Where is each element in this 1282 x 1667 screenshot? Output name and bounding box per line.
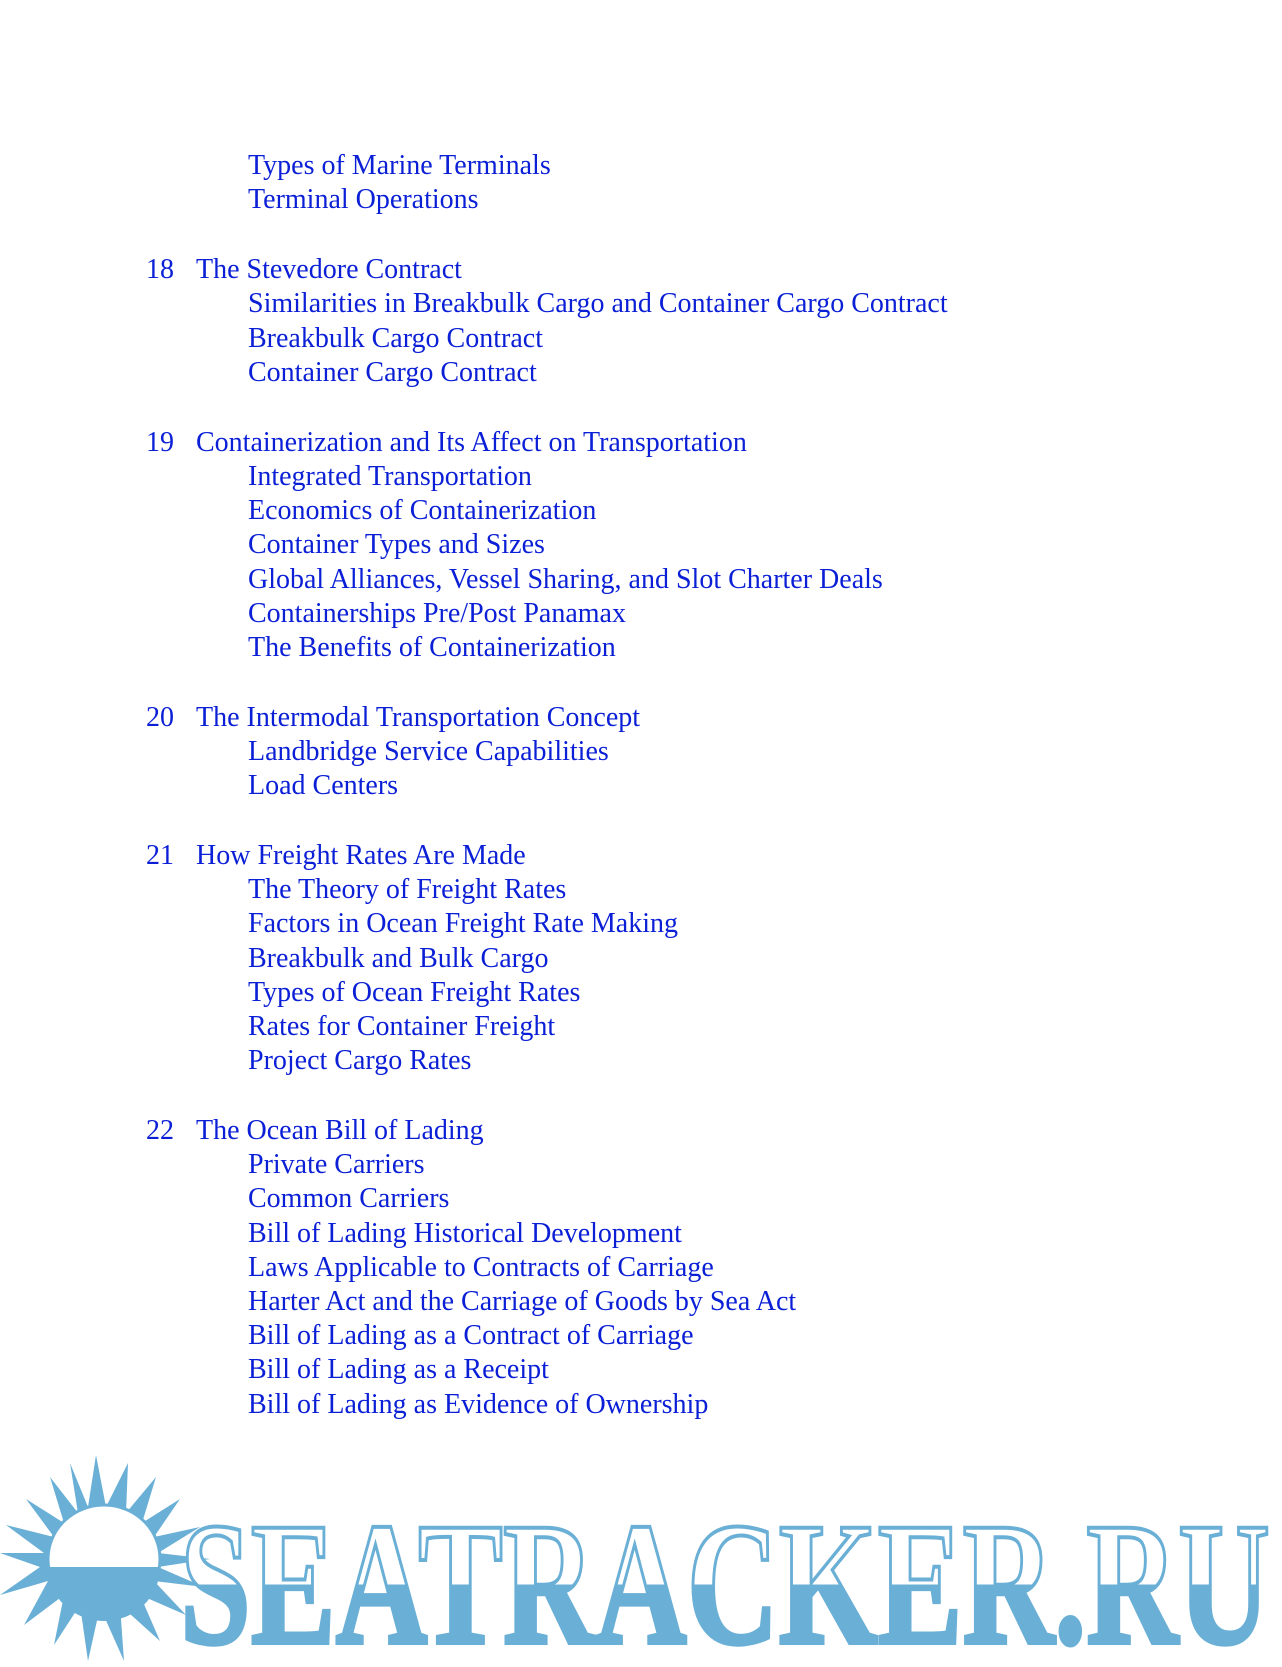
chapter-title: Containerization and Its Affect on Transportation xyxy=(196,427,747,458)
chapter-title: The Intermodal Transportation Concept xyxy=(196,702,641,733)
chapter-number: 22 xyxy=(146,1115,174,1146)
toc-section-link[interactable]: Harter Act and the Carriage of Goods by Sea Act xyxy=(248,1286,797,1317)
toc-section-link[interactable]: Bill of Lading Historical Development xyxy=(248,1218,682,1249)
toc-section-link[interactable]: Breakbulk Cargo Contract xyxy=(248,323,543,354)
toc-section-link[interactable]: Integrated Transportation xyxy=(248,461,532,492)
toc-section-link[interactable]: Containerships Pre/Post Panamax xyxy=(248,598,626,629)
toc-chapter-link[interactable] xyxy=(146,700,640,736)
toc-chapter-link[interactable] xyxy=(146,425,747,461)
chapter-number: 18 xyxy=(146,254,174,285)
chapter-title: How Freight Rates Are Made xyxy=(196,840,526,871)
seatracker-watermark xyxy=(0,1455,1282,1667)
toc-section-link[interactable]: Load Centers xyxy=(248,770,399,801)
toc-section-link[interactable]: Bill of Lading as a Receipt xyxy=(248,1354,549,1385)
toc-section-link[interactable]: Types of Ocean Freight Rates xyxy=(248,977,581,1008)
toc-section-link[interactable]: Bill of Lading as Evidence of Ownership xyxy=(248,1389,709,1420)
toc-section-link[interactable]: The Benefits of Containerization xyxy=(248,632,616,663)
toc-chapter-link[interactable] xyxy=(146,252,462,288)
toc-section-link[interactable]: Container Cargo Contract xyxy=(248,357,537,388)
chapter-number: 20 xyxy=(146,702,174,733)
toc-section-link[interactable]: Laws Applicable to Contracts of Carriage xyxy=(248,1252,714,1283)
toc-section-link[interactable]: Container Types and Sizes xyxy=(248,529,545,560)
toc-chapter-link[interactable] xyxy=(146,1113,484,1149)
sun-icon xyxy=(0,1455,210,1661)
toc-section-link[interactable]: Project Cargo Rates xyxy=(248,1045,472,1076)
toc-section-link[interactable]: Private Carriers xyxy=(248,1149,425,1180)
toc-section-link[interactable]: Factors in Ocean Freight Rate Making xyxy=(248,908,679,939)
chapter-title: The Stevedore Contract xyxy=(196,254,462,285)
toc-section-link[interactable]: Types of Marine Terminals xyxy=(248,150,551,181)
toc-section-link[interactable]: The Theory of Freight Rates xyxy=(248,874,567,905)
chapter-title: The Ocean Bill of Lading xyxy=(196,1115,484,1146)
toc-section-link[interactable]: Terminal Operations xyxy=(248,184,479,215)
toc-section-link[interactable]: Similarities in Breakbulk Cargo and Container Cargo Contract xyxy=(248,288,948,319)
chapter-number: 19 xyxy=(146,427,174,458)
toc-section-link[interactable]: Rates for Container Freight xyxy=(248,1011,556,1042)
chapter-number: 21 xyxy=(146,840,174,871)
watermark-text: SEATRACKER.RU xyxy=(180,1487,1270,1667)
toc-section-link[interactable]: Global Alliances, Vessel Sharing, and Slot Charter Deals xyxy=(248,564,883,595)
toc-section-link[interactable]: Landbridge Service Capabilities xyxy=(248,736,609,767)
toc-section-link[interactable]: Economics of Containerization xyxy=(248,495,597,526)
toc-section-link[interactable]: Common Carriers xyxy=(248,1183,450,1214)
toc-section-link[interactable]: Breakbulk and Bulk Cargo xyxy=(248,943,549,974)
toc-section-link[interactable]: Bill of Lading as a Contract of Carriage xyxy=(248,1320,694,1351)
toc-chapter-link[interactable] xyxy=(146,838,526,874)
